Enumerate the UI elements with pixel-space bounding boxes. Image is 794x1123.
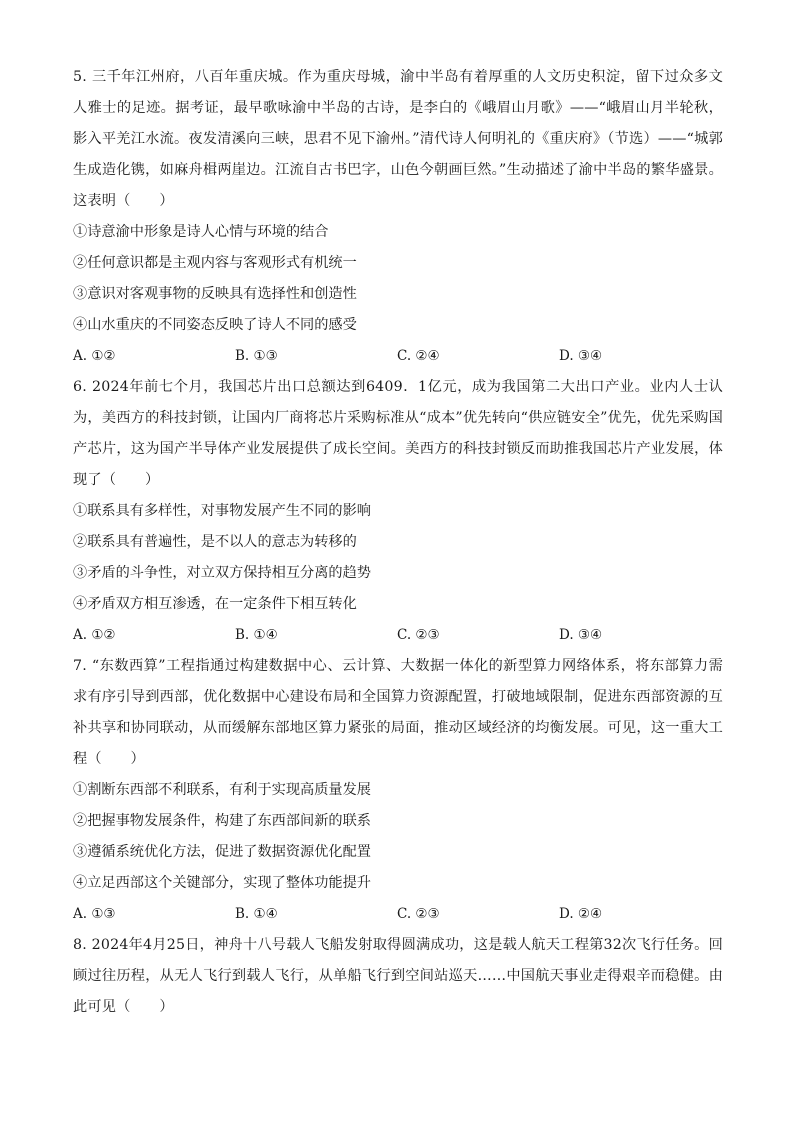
statement-option: ①割断东西部不利联系，有利于实现高质量发展 (73, 782, 371, 798)
statement-option: ③意识对客观事物的反映具有选择性和创造性 (73, 286, 357, 302)
choice-c: C. ②③ (397, 906, 440, 922)
question-7 (73, 651, 723, 930)
question-stem: 8. 2024年4月25日，神舟十八号载人飞船发射取得圆满成功，这是载人航天工程第32次飞行任务。回顾过往历程，从无人飞行到载人飞行，从单船飞行到空间站巡天……中国航天事业走得艰辛而稳健。由此可见（ ） (73, 937, 723, 1015)
choice-b: B. ①④ (235, 906, 278, 922)
statement-option: ④立足西部这个关键部分，实现了整体功能提升 (73, 875, 371, 891)
choice-d: D. ③④ (559, 348, 603, 364)
choice-d: D. ③④ (559, 627, 603, 643)
statement-option: ④山水重庆的不同姿态反映了诗人不同的感受 (73, 317, 357, 333)
exam-page (73, 62, 723, 1023)
answer-choices (73, 341, 723, 372)
answer-choices (73, 899, 723, 930)
statement-option: ④矛盾双方相互渗透，在一定条件下相互转化 (73, 596, 357, 612)
question-8 (73, 930, 723, 1023)
choice-b: B. ①③ (235, 348, 278, 364)
question-5 (73, 62, 723, 372)
question-6 (73, 372, 723, 651)
choice-a: A. ①② (73, 348, 116, 364)
choice-a: A. ①③ (73, 906, 116, 922)
question-stem: 5. 三千年江州府，八百年重庆城。作为重庆母城，渝中半岛有着厚重的人文历史积淀，留下过众多文人雅士的足迹。据考证，最早歌咏渝中半岛的古诗，是李白的《峨眉山月歌》——“峨眉山月半轮秋，影入平羌江水流。夜发清溪向三峡，思君不见下渝州。”清代诗人何明礼的《重庆府》（节选）——“城郭生成造化镌，如麻舟楫两崖边。江流自古书巴字，山色今朝画巨然。”生动描述了渝中半岛的繁华盛景。这表明（ ） (73, 69, 723, 209)
choice-a: A. ①② (73, 627, 116, 643)
statement-option: ③遵循系统优化方法，促进了数据资源优化配置 (73, 844, 371, 860)
statement-option: ②把握事物发展条件，构建了东西部间新的联系 (73, 813, 371, 829)
statement-option: ②任何意识都是主观内容与客观形式有机统一 (73, 255, 357, 271)
question-stem: 6. 2024年前七个月，我国芯片出口总额达到6409．1亿元，成为我国第二大出口产业。业内人士认为，美西方的科技封锁，让国内厂商将芯片采购标准从“成本”优先转向“供应链安全”优先，优先采购国产芯片，这为国产半导体产业发展提供了成长空间。美西方的科技封锁反而助推我国芯片产业发展，体现了（ ） (73, 379, 723, 488)
question-stem: 7. “东数西算”工程指通过构建数据中心、云计算、大数据一体化的新型算力网络体系，将东部算力需求有序引导到西部，优化数据中心建设布局和全国算力资源配置，打破地域限制，促进东西部资源的互补共享和协同联动，从而缓解东部地区算力紧张的局面，推动区域经济的均衡发展。可见，这一重大工程（ ） (73, 658, 723, 767)
statement-option: ③矛盾的斗争性，对立双方保持相互分离的趋势 (73, 565, 371, 581)
choice-c: C. ②③ (397, 627, 440, 643)
choice-c: C. ②④ (397, 348, 440, 364)
statement-option: ①诗意渝中形象是诗人心情与环境的结合 (73, 224, 329, 240)
statement-option: ②联系具有普遍性，是不以人的意志为转移的 (73, 534, 357, 550)
choice-b: B. ①④ (235, 627, 278, 643)
choice-d: D. ②④ (559, 906, 603, 922)
statement-option: ①联系具有多样性，对事物发展产生不同的影响 (73, 503, 371, 519)
answer-choices (73, 620, 723, 651)
